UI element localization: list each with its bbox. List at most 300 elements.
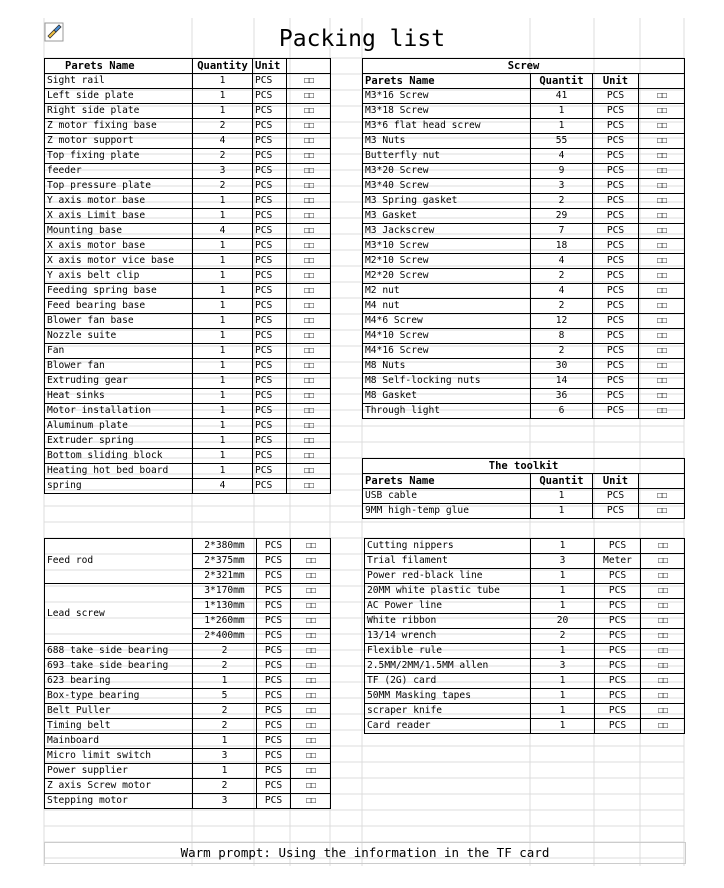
item-name: Z axis Screw motor bbox=[45, 779, 193, 794]
item-unit: PCS bbox=[253, 299, 287, 314]
item-quantity: 1 bbox=[531, 504, 593, 519]
item-unit: PCS bbox=[253, 164, 287, 179]
item-name: M2 nut bbox=[363, 284, 531, 299]
item-name: Feeding spring base bbox=[45, 284, 193, 299]
item-name: Y axis belt clip bbox=[45, 269, 193, 284]
item-quantity: 2 bbox=[531, 299, 593, 314]
item-unit: PCS bbox=[257, 764, 291, 779]
checkbox-pair: ☐☐ bbox=[641, 704, 685, 719]
checkbox-pair: ☐☐ bbox=[291, 779, 331, 794]
table-row bbox=[363, 89, 685, 104]
item-name: Right side plate bbox=[45, 104, 193, 119]
header-unit: Unit bbox=[593, 474, 639, 489]
table-row bbox=[45, 374, 331, 389]
item-name: M8 Self-locking nuts bbox=[363, 374, 531, 389]
item-unit: PCS bbox=[595, 599, 641, 614]
checkbox-pair: ☐☐ bbox=[639, 389, 685, 404]
item-unit: PCS bbox=[253, 329, 287, 344]
item-unit: PCS bbox=[257, 629, 291, 644]
item-name: Cutting nippers bbox=[365, 539, 531, 554]
item-name: Timing belt bbox=[45, 719, 193, 734]
lead-screw-size: 3*170mm bbox=[193, 584, 257, 599]
item-unit: PCS bbox=[253, 239, 287, 254]
item-unit: PCS bbox=[253, 179, 287, 194]
item-name: Box-type bearing bbox=[45, 689, 193, 704]
checkbox-pair: ☐☐ bbox=[639, 404, 685, 419]
item-name: Belt Puller bbox=[45, 704, 193, 719]
table-row bbox=[363, 299, 685, 314]
checkbox-pair: ☐☐ bbox=[287, 179, 331, 194]
item-name: Feed bearing base bbox=[45, 299, 193, 314]
item-name: X axis Limit base bbox=[45, 209, 193, 224]
item-unit: PCS bbox=[253, 209, 287, 224]
table-row bbox=[45, 404, 331, 419]
item-quantity: 2 bbox=[193, 719, 257, 734]
table-row bbox=[45, 779, 331, 794]
item-quantity: 2 bbox=[531, 629, 595, 644]
table-row bbox=[363, 209, 685, 224]
checkbox-pair: ☐☐ bbox=[639, 299, 685, 314]
item-unit: PCS bbox=[253, 434, 287, 449]
item-name: Sight rail bbox=[45, 74, 193, 89]
item-unit: PCS bbox=[253, 194, 287, 209]
checkbox-pair: ☐☐ bbox=[639, 194, 685, 209]
item-unit: PCS bbox=[257, 614, 291, 629]
table-row bbox=[363, 239, 685, 254]
item-name: M4 nut bbox=[363, 299, 531, 314]
item-quantity: 20 bbox=[531, 614, 595, 629]
item-unit: PCS bbox=[593, 404, 639, 419]
item-quantity: 1 bbox=[193, 209, 253, 224]
item-quantity: 4 bbox=[193, 134, 253, 149]
item-quantity: 18 bbox=[531, 239, 593, 254]
table-row bbox=[363, 389, 685, 404]
item-quantity: 2 bbox=[193, 149, 253, 164]
item-quantity: 1 bbox=[193, 104, 253, 119]
item-quantity: 1 bbox=[531, 539, 595, 554]
checkbox-pair: ☐☐ bbox=[639, 254, 685, 269]
checkbox-pair: ☐☐ bbox=[287, 149, 331, 164]
item-name: White ribbon bbox=[365, 614, 531, 629]
checkbox-pair: ☐☐ bbox=[639, 119, 685, 134]
item-quantity: 4 bbox=[531, 149, 593, 164]
toolkit-table-header bbox=[363, 474, 685, 489]
item-quantity: 6 bbox=[531, 404, 593, 419]
item-unit: PCS bbox=[593, 269, 639, 284]
item-quantity: 1 bbox=[531, 689, 595, 704]
table-row bbox=[363, 149, 685, 164]
header-unit: Unit bbox=[253, 59, 287, 74]
table-row bbox=[45, 209, 331, 224]
checkbox-pair: ☐☐ bbox=[287, 299, 331, 314]
item-quantity: 41 bbox=[531, 89, 593, 104]
item-unit: PCS bbox=[595, 689, 641, 704]
table-row bbox=[45, 239, 331, 254]
item-name: Extruding gear bbox=[45, 374, 193, 389]
table-row bbox=[363, 374, 685, 389]
table-row bbox=[363, 164, 685, 179]
header-name: Parets Name bbox=[45, 59, 193, 74]
item-unit: PCS bbox=[253, 284, 287, 299]
item-unit: PCS bbox=[253, 389, 287, 404]
checkbox-pair: ☐☐ bbox=[291, 674, 331, 689]
item-unit: PCS bbox=[595, 584, 641, 599]
item-name: 693 take side bearing bbox=[45, 659, 193, 674]
checkbox-pair: ☐☐ bbox=[291, 599, 331, 614]
item-unit: PCS bbox=[593, 149, 639, 164]
header-check bbox=[639, 474, 685, 489]
checkbox-pair: ☐☐ bbox=[287, 164, 331, 179]
lead-screw-size: 1*130mm bbox=[193, 599, 257, 614]
checkbox-pair: ☐☐ bbox=[639, 239, 685, 254]
item-unit: PCS bbox=[595, 644, 641, 659]
table-row bbox=[363, 179, 685, 194]
item-unit: PCS bbox=[595, 539, 641, 554]
screw-table bbox=[362, 58, 685, 419]
checkbox-pair: ☐☐ bbox=[291, 554, 331, 569]
table-row bbox=[45, 344, 331, 359]
feed-rod-row bbox=[45, 539, 331, 554]
table-row bbox=[363, 404, 685, 419]
item-quantity: 1 bbox=[531, 599, 595, 614]
item-unit: PCS bbox=[253, 254, 287, 269]
checkbox-pair: ☐☐ bbox=[641, 599, 685, 614]
table-row bbox=[363, 489, 685, 504]
item-quantity: 3 bbox=[193, 749, 257, 764]
item-quantity: 1 bbox=[193, 449, 253, 464]
item-unit: PCS bbox=[593, 209, 639, 224]
item-name: feeder bbox=[45, 164, 193, 179]
checkbox-pair: ☐☐ bbox=[639, 284, 685, 299]
item-name: M4*10 Screw bbox=[363, 329, 531, 344]
item-unit: PCS bbox=[593, 374, 639, 389]
checkbox-pair: ☐☐ bbox=[639, 179, 685, 194]
header-check bbox=[639, 74, 685, 89]
item-name: Heat sinks bbox=[45, 389, 193, 404]
item-name: Blower fan base bbox=[45, 314, 193, 329]
item-quantity: 4 bbox=[531, 284, 593, 299]
table-row bbox=[363, 119, 685, 134]
item-quantity: 1 bbox=[193, 299, 253, 314]
item-name: Through light bbox=[363, 404, 531, 419]
parts-table-header bbox=[45, 59, 331, 74]
item-unit: PCS bbox=[593, 104, 639, 119]
page-title: Packing list bbox=[278, 26, 446, 52]
table-row bbox=[363, 329, 685, 344]
item-quantity: 8 bbox=[531, 329, 593, 344]
table-row bbox=[45, 284, 331, 299]
item-unit: PCS bbox=[253, 119, 287, 134]
item-quantity: 2 bbox=[193, 779, 257, 794]
header-name: Parets Name bbox=[363, 74, 531, 89]
item-unit: PCS bbox=[253, 359, 287, 374]
item-name: M3*10 Screw bbox=[363, 239, 531, 254]
checkbox-pair: ☐☐ bbox=[639, 504, 685, 519]
item-unit: PCS bbox=[257, 659, 291, 674]
checkbox-pair: ☐☐ bbox=[287, 389, 331, 404]
item-quantity: 1 bbox=[193, 404, 253, 419]
item-quantity: 1 bbox=[193, 359, 253, 374]
item-name: M2*20 Screw bbox=[363, 269, 531, 284]
checkbox-pair: ☐☐ bbox=[639, 149, 685, 164]
item-quantity: 1 bbox=[531, 704, 595, 719]
item-name: M4*16 Screw bbox=[363, 344, 531, 359]
item-unit: PCS bbox=[593, 489, 639, 504]
item-unit: PCS bbox=[257, 569, 291, 584]
checkbox-pair: ☐☐ bbox=[287, 419, 331, 434]
table-row bbox=[45, 329, 331, 344]
checkbox-pair: ☐☐ bbox=[641, 719, 685, 734]
item-name: Left side plate bbox=[45, 89, 193, 104]
feed-rod-size: 2*380mm bbox=[193, 539, 257, 554]
table-row bbox=[45, 194, 331, 209]
screw-table-header bbox=[363, 74, 685, 89]
item-name: 688 take side bearing bbox=[45, 644, 193, 659]
table-row bbox=[365, 674, 685, 689]
item-unit: PCS bbox=[595, 719, 641, 734]
item-unit: PCS bbox=[253, 134, 287, 149]
item-unit: PCS bbox=[257, 599, 291, 614]
footer-note: Warm prompt: Using the information in the TF card bbox=[44, 842, 686, 864]
table-row bbox=[365, 719, 685, 734]
item-unit: PCS bbox=[257, 554, 291, 569]
parts-table bbox=[44, 58, 331, 494]
table-row bbox=[45, 104, 331, 119]
table-row bbox=[45, 254, 331, 269]
item-name: M4*6 Screw bbox=[363, 314, 531, 329]
item-unit: PCS bbox=[253, 449, 287, 464]
item-name: M3 Nuts bbox=[363, 134, 531, 149]
item-quantity: 1 bbox=[193, 434, 253, 449]
item-name: USB cable bbox=[363, 489, 531, 504]
checkbox-pair: ☐☐ bbox=[291, 704, 331, 719]
item-quantity: 9 bbox=[531, 164, 593, 179]
table-row bbox=[45, 674, 331, 689]
lead-screw-size: 2*400mm bbox=[193, 629, 257, 644]
item-quantity: 3 bbox=[531, 179, 593, 194]
item-quantity: 12 bbox=[531, 314, 593, 329]
checkbox-pair: ☐☐ bbox=[639, 359, 685, 374]
checkbox-pair: ☐☐ bbox=[291, 734, 331, 749]
checkbox-pair: ☐☐ bbox=[641, 629, 685, 644]
item-quantity: 1 bbox=[193, 314, 253, 329]
checkbox-pair: ☐☐ bbox=[641, 659, 685, 674]
checkbox-pair: ☐☐ bbox=[639, 344, 685, 359]
table-row bbox=[365, 554, 685, 569]
checkbox-pair: ☐☐ bbox=[287, 344, 331, 359]
item-quantity: 1 bbox=[193, 674, 257, 689]
item-quantity: 1 bbox=[531, 719, 595, 734]
item-unit: PCS bbox=[593, 164, 639, 179]
table-row bbox=[45, 119, 331, 134]
checkbox-pair: ☐☐ bbox=[287, 374, 331, 389]
checkbox-pair: ☐☐ bbox=[291, 719, 331, 734]
checkbox-pair: ☐☐ bbox=[287, 329, 331, 344]
item-unit: PCS bbox=[595, 569, 641, 584]
table-row bbox=[363, 344, 685, 359]
table-row bbox=[363, 359, 685, 374]
item-name: X axis motor base bbox=[45, 239, 193, 254]
checkbox-pair: ☐☐ bbox=[641, 554, 685, 569]
table-row bbox=[45, 749, 331, 764]
item-unit: PCS bbox=[257, 584, 291, 599]
feed-rod-size: 2*375mm bbox=[193, 554, 257, 569]
checkbox-pair: ☐☐ bbox=[639, 374, 685, 389]
item-unit: PCS bbox=[257, 539, 291, 554]
checkbox-pair: ☐☐ bbox=[641, 614, 685, 629]
item-unit: PCS bbox=[593, 299, 639, 314]
item-quantity: 1 bbox=[531, 569, 595, 584]
item-quantity: 3 bbox=[531, 659, 595, 674]
table-row bbox=[45, 464, 331, 479]
checkbox-pair: ☐☐ bbox=[291, 764, 331, 779]
item-unit: PCS bbox=[593, 329, 639, 344]
checkbox-pair: ☐☐ bbox=[641, 584, 685, 599]
checkbox-pair: ☐☐ bbox=[639, 89, 685, 104]
checkbox-pair: ☐☐ bbox=[287, 194, 331, 209]
table-row bbox=[45, 659, 331, 674]
table-row bbox=[363, 134, 685, 149]
checkbox-pair: ☐☐ bbox=[287, 404, 331, 419]
item-quantity: 2 bbox=[531, 344, 593, 359]
table-row bbox=[45, 644, 331, 659]
item-quantity: 2 bbox=[193, 659, 257, 674]
item-unit: PCS bbox=[253, 74, 287, 89]
item-name: Z motor fixing base bbox=[45, 119, 193, 134]
item-unit: PCS bbox=[257, 704, 291, 719]
item-quantity: 2 bbox=[193, 704, 257, 719]
checkbox-pair: ☐☐ bbox=[287, 89, 331, 104]
item-quantity: 4 bbox=[531, 254, 593, 269]
item-quantity: 5 bbox=[193, 689, 257, 704]
item-name: Heating hot bed board bbox=[45, 464, 193, 479]
item-quantity: 1 bbox=[531, 584, 595, 599]
header-check bbox=[287, 59, 331, 74]
checkbox-pair: ☐☐ bbox=[639, 104, 685, 119]
item-unit: PCS bbox=[253, 464, 287, 479]
table-row bbox=[365, 539, 685, 554]
table-row bbox=[365, 644, 685, 659]
item-quantity: 2 bbox=[531, 194, 593, 209]
item-unit: PCS bbox=[253, 89, 287, 104]
item-quantity: 1 bbox=[193, 194, 253, 209]
item-unit: PCS bbox=[257, 674, 291, 689]
item-quantity: 1 bbox=[193, 374, 253, 389]
table-row bbox=[45, 74, 331, 89]
item-quantity: 29 bbox=[531, 209, 593, 224]
checkbox-pair: ☐☐ bbox=[287, 134, 331, 149]
item-quantity: 1 bbox=[193, 269, 253, 284]
table-row bbox=[45, 389, 331, 404]
table-row bbox=[45, 269, 331, 284]
table-row bbox=[363, 504, 685, 519]
item-unit: PCS bbox=[595, 659, 641, 674]
item-unit: PCS bbox=[593, 314, 639, 329]
item-unit: PCS bbox=[253, 269, 287, 284]
checkbox-pair: ☐☐ bbox=[639, 164, 685, 179]
table-row bbox=[45, 419, 331, 434]
checkbox-pair: ☐☐ bbox=[291, 689, 331, 704]
table-row bbox=[365, 689, 685, 704]
checkbox-pair: ☐☐ bbox=[291, 629, 331, 644]
item-name: 13/14 wrench bbox=[365, 629, 531, 644]
table-row bbox=[363, 254, 685, 269]
item-name: Card reader bbox=[365, 719, 531, 734]
item-name: 20MM white plastic tube bbox=[365, 584, 531, 599]
table-row bbox=[365, 629, 685, 644]
table-row bbox=[363, 314, 685, 329]
item-name: M8 Nuts bbox=[363, 359, 531, 374]
item-quantity: 1 bbox=[531, 644, 595, 659]
item-unit: PCS bbox=[253, 344, 287, 359]
lead-screw-row bbox=[45, 584, 331, 599]
table-row bbox=[365, 704, 685, 719]
item-unit: PCS bbox=[253, 479, 287, 494]
item-unit: PCS bbox=[593, 119, 639, 134]
item-quantity: 1 bbox=[193, 284, 253, 299]
item-quantity: 1 bbox=[193, 764, 257, 779]
item-name: Blower fan bbox=[45, 359, 193, 374]
checkbox-pair: ☐☐ bbox=[287, 74, 331, 89]
item-name: M3 Spring gasket bbox=[363, 194, 531, 209]
checkbox-pair: ☐☐ bbox=[287, 479, 331, 494]
table-row bbox=[363, 284, 685, 299]
checkbox-pair: ☐☐ bbox=[287, 314, 331, 329]
rods-table bbox=[44, 538, 331, 809]
checkbox-pair: ☐☐ bbox=[641, 569, 685, 584]
item-unit: PCS bbox=[253, 404, 287, 419]
table-row bbox=[363, 194, 685, 209]
checkbox-pair: ☐☐ bbox=[291, 659, 331, 674]
item-name: Aluminum plate bbox=[45, 419, 193, 434]
item-unit: PCS bbox=[593, 389, 639, 404]
item-quantity: 2 bbox=[193, 644, 257, 659]
item-quantity: 1 bbox=[193, 89, 253, 104]
item-unit: PCS bbox=[595, 629, 641, 644]
item-name: Top pressure plate bbox=[45, 179, 193, 194]
checkbox-pair: ☐☐ bbox=[639, 329, 685, 344]
item-unit: PCS bbox=[593, 359, 639, 374]
item-name: Extruder spring bbox=[45, 434, 193, 449]
table-row bbox=[365, 569, 685, 584]
item-name: Power red-black line bbox=[365, 569, 531, 584]
feed-rod-name: Feed rod bbox=[45, 539, 193, 584]
item-unit: PCS bbox=[593, 284, 639, 299]
item-name: M3 Gasket bbox=[363, 209, 531, 224]
item-quantity: 1 bbox=[193, 74, 253, 89]
item-quantity: 2 bbox=[531, 269, 593, 284]
item-unit: PCS bbox=[593, 134, 639, 149]
table-row bbox=[363, 269, 685, 284]
lead-screw-size: 1*260mm bbox=[193, 614, 257, 629]
item-unit: PCS bbox=[257, 689, 291, 704]
checkbox-pair: ☐☐ bbox=[287, 284, 331, 299]
item-unit: PCS bbox=[595, 674, 641, 689]
item-unit: PCS bbox=[257, 794, 291, 809]
item-unit: PCS bbox=[253, 149, 287, 164]
checkbox-pair: ☐☐ bbox=[291, 614, 331, 629]
item-quantity: 1 bbox=[531, 489, 593, 504]
item-name: Y axis motor base bbox=[45, 194, 193, 209]
checkbox-pair: ☐☐ bbox=[639, 134, 685, 149]
item-quantity: 1 bbox=[193, 329, 253, 344]
header-name: Parets Name bbox=[363, 474, 531, 489]
item-name: M3*16 Screw bbox=[363, 89, 531, 104]
checkbox-pair: ☐☐ bbox=[639, 209, 685, 224]
item-unit: PCS bbox=[593, 504, 639, 519]
toolkit-table-title-row bbox=[363, 459, 685, 474]
header-qty: Quantity bbox=[193, 59, 253, 74]
